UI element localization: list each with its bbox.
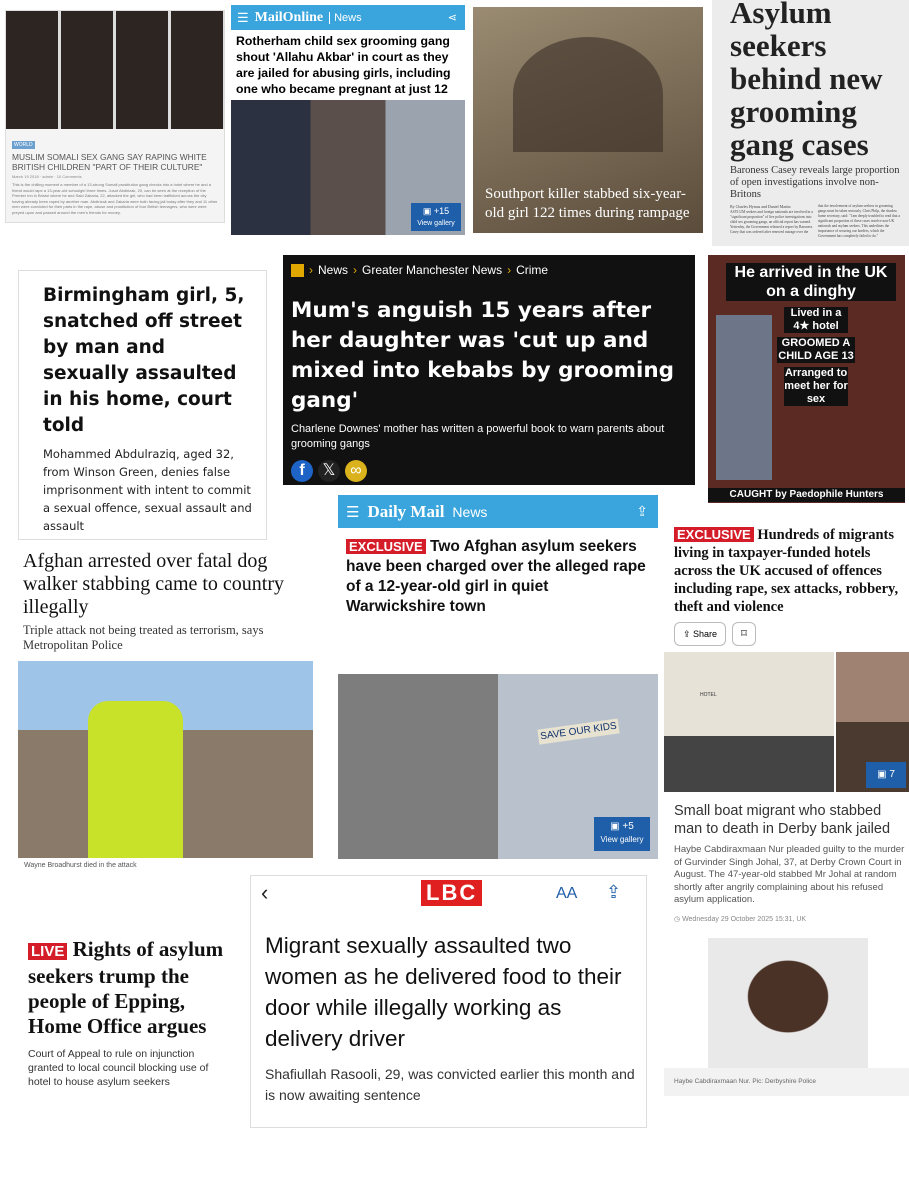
brand-logo: MailOnline xyxy=(254,9,324,25)
court-sketch xyxy=(513,37,663,152)
headline: Asylum seekers behind new grooming gang cases xyxy=(730,0,883,162)
share-icon[interactable]: ⋖ xyxy=(447,12,457,24)
exclusive-badge: EXCLUSIVE xyxy=(346,539,426,554)
facebook-share-icon[interactable]: f xyxy=(291,460,313,482)
afghan-article xyxy=(18,550,318,870)
gallery-icon: ▣ xyxy=(422,206,432,216)
victim-photo xyxy=(18,661,313,858)
brand-logo: Daily Mail xyxy=(367,501,445,521)
header-bar xyxy=(338,495,658,528)
breadcrumb: › News › Greater Manchester News › Crime xyxy=(291,263,689,278)
derby-headline: Small boat migrant who stabbed man to death in Derby bank jailed xyxy=(674,803,891,837)
epping-article xyxy=(28,937,243,1127)
headline: EXCLUSIVE Two Afghan asylum seekers have been charged over the alleged rape of a 12-year-old girl in quiet Warwickshire town xyxy=(346,538,646,615)
menu-icon[interactable]: ☰ xyxy=(346,503,360,521)
mailonline-article xyxy=(231,5,465,235)
hotel-sign: HOTEL xyxy=(700,692,717,698)
bookmark-button[interactable]: ⌑ xyxy=(732,622,756,646)
breadcrumb-crime[interactable]: Crime xyxy=(516,263,549,277)
suspect-photos xyxy=(836,652,909,792)
text-2: GROOMED A CHILD AGE 13 xyxy=(778,337,854,362)
menu-icon[interactable]: ☰ xyxy=(237,9,249,25)
tag: WORLD xyxy=(14,142,33,148)
body: Mohammed Abdulraziq, aged 32, from Winson Green, denies false imprisonment with intent to commit a sexual offence, sexual assault and assault xyxy=(43,447,252,533)
mugshot-grid xyxy=(6,11,224,129)
hotel-photo xyxy=(664,652,834,792)
derby-body: Haybe Cabdiraxmaan Nur pleaded guilty to the murder of Gurvinder Singh Johal, 37, at Derby Crown Court in August. The 47-year-old stabbed Mr Johal at random shortly after angrily complaining about his refused asylum application. xyxy=(674,844,905,905)
mum-article xyxy=(283,255,695,485)
text-3: Arranged to meet her for sex xyxy=(784,367,848,405)
share-icon[interactable]: ⇪ xyxy=(636,503,648,519)
live-badge: LIVE xyxy=(28,943,67,960)
gallery-icon: ▣ xyxy=(610,821,620,832)
title: He arrived in the UK on a dinghy xyxy=(726,263,896,301)
home-icon[interactable] xyxy=(291,264,304,277)
lbc-logo: LBC xyxy=(421,880,482,906)
headline: MUSLIM SOMALI SEX GANG SAY RAPING WHITE BRITISH CHILDREN "PART OF THEIR CULTURE" xyxy=(12,152,207,172)
text-size-button[interactable]: AA xyxy=(556,885,578,902)
section: News xyxy=(452,503,488,520)
headline: Mum's anguish 15 years after her daughter was 'cut up and mixed into kebabs by grooming gang' xyxy=(291,298,675,413)
headline: Afghan arrested over fatal dog walker stabbing came to country illegally xyxy=(23,550,285,618)
clock-icon: ◷ xyxy=(674,915,681,923)
photo-count[interactable]: ▣ 7 xyxy=(866,762,906,788)
gallery-button[interactable]: ▣ +15 View gallery xyxy=(411,203,461,231)
exclusive-badge: EXCLUSIVE xyxy=(674,527,754,542)
somali-article xyxy=(5,10,225,223)
headline: Birmingham girl, 5, snatched off street by man and sexually assaulted in his home, court told xyxy=(43,285,245,436)
gallery-button[interactable]: ▣ +5 View gallery xyxy=(594,817,650,851)
share-button[interactable]: ⇪ Share xyxy=(674,622,726,646)
text-1: Lived in a 4★ hotel xyxy=(784,307,848,333)
back-icon[interactable]: ‹ xyxy=(261,880,269,905)
asylum-article xyxy=(712,0,909,246)
hotels-article xyxy=(664,520,909,1200)
breadcrumb-gmn[interactable]: Greater Manchester News xyxy=(362,263,503,277)
dailymail-article xyxy=(338,495,658,859)
news-photos xyxy=(338,674,658,859)
share-icon[interactable]: ⇪ xyxy=(606,882,622,902)
body-col-1: ASYLUM seekers and foreign nationals are involved in a "significant proportion" of live police investigations into child sex grooming gangs, an official report has warned. Yesterday, the Government released a report by Baroness Casey that was ordered after renewed outrage over the xyxy=(730,210,813,234)
standfirst: Court of Appeal to rule on injunction granted to local council blocking use of hotel to house asylum seekers xyxy=(28,1048,209,1088)
caption: Southport killer stabbed six-year-old girl 122 times during rampage xyxy=(485,186,690,221)
headline: Migrant sexually assaulted two women as he delivered food to their door while illegally working as delivery driver xyxy=(265,933,622,1051)
breadcrumb-news[interactable]: News xyxy=(318,263,349,277)
headline: EXCLUSIVE Hundreds of migrants living in taxpayer-funded hotels across the UK accused of offences including rape, sex attacks, robbery, theft and violence xyxy=(674,527,899,615)
standfirst: Baroness Casey reveals large proportion of open investigations involve non-Britons xyxy=(730,165,900,200)
meta: March 19 2018 · admin · 10 Comments xyxy=(12,174,82,179)
x-share-icon[interactable]: 𝕏 xyxy=(318,460,340,482)
dinghy-poster xyxy=(708,255,905,503)
court-photos xyxy=(231,100,465,235)
mugshot xyxy=(708,938,868,1068)
link-share-icon[interactable]: ∞ xyxy=(345,460,367,482)
derby-timestamp: ◷ Wednesday 29 October 2025 15:31, UK xyxy=(674,915,807,923)
body: This is the chilling moment a member of a 13-strong Somali prostitution gang checks into a hotel where he and a friend would rape a 13-year-old schoolgirl three times. Jusuf Abdirizak, 20, can be seen at the reception of the Premier Inn in Bristol where he and Said Zakaria, 22, attacked the girl, who had been trafficked across the city having already been raped by another man. Abdirizak and Zakaria were both facing jail today after they and 11 other men were convicted for their parts in the rape, abuse and prostitution of four British teenagers, who were were preyed upon and passed around the men's friends for money. xyxy=(12,182,218,215)
headline: LIVE Rights of asylum seekers trump the people of Epping, Home Office argues xyxy=(28,937,224,1038)
standfirst: Triple attack not being treated as terrorism, says Metropolitan Police xyxy=(23,623,264,652)
southport-article xyxy=(473,7,703,233)
caption: Wayne Broadhurst died in the attack xyxy=(24,862,137,869)
footer: CAUGHT by Paedophile Hunters xyxy=(708,488,905,502)
headline: Rotherham child sex grooming gang shout 'Allahu Akbar' in court as they are jailed for abusing girls, including one who became pregnant at just 12 xyxy=(236,34,451,96)
body-col-2: that the involvement of asylum seekers in grooming gangs must be taken seriously. Chris Philp, the shadow home secretary, said: "I am deeply troubled to read that a significant proportion of these cases involve non-UK nationals and asylum seekers. This underlines the importance of securing our borders, which the Government has completely failed to do." xyxy=(818,204,900,238)
byline: By Charles Hymas and Daniel Martin xyxy=(730,204,791,209)
standfirst: Charlene Downes' mother has written a powerful book to warn parents about grooming gangs xyxy=(291,423,665,450)
derby-caption-bar: Haybe Cabdiraxmaan Nur. Pic: Derbyshire Police xyxy=(664,1068,909,1096)
standfirst: Shafiullah Rasooli, 29, was convicted earlier this month and is now awaiting sentence xyxy=(265,1066,635,1103)
birmingham-article xyxy=(18,270,267,540)
man-photo xyxy=(716,315,772,480)
lbc-article xyxy=(250,875,647,1128)
header-bar xyxy=(231,5,465,30)
protest-sign: SAVE OUR KIDS xyxy=(537,718,619,744)
section: News xyxy=(329,12,362,24)
